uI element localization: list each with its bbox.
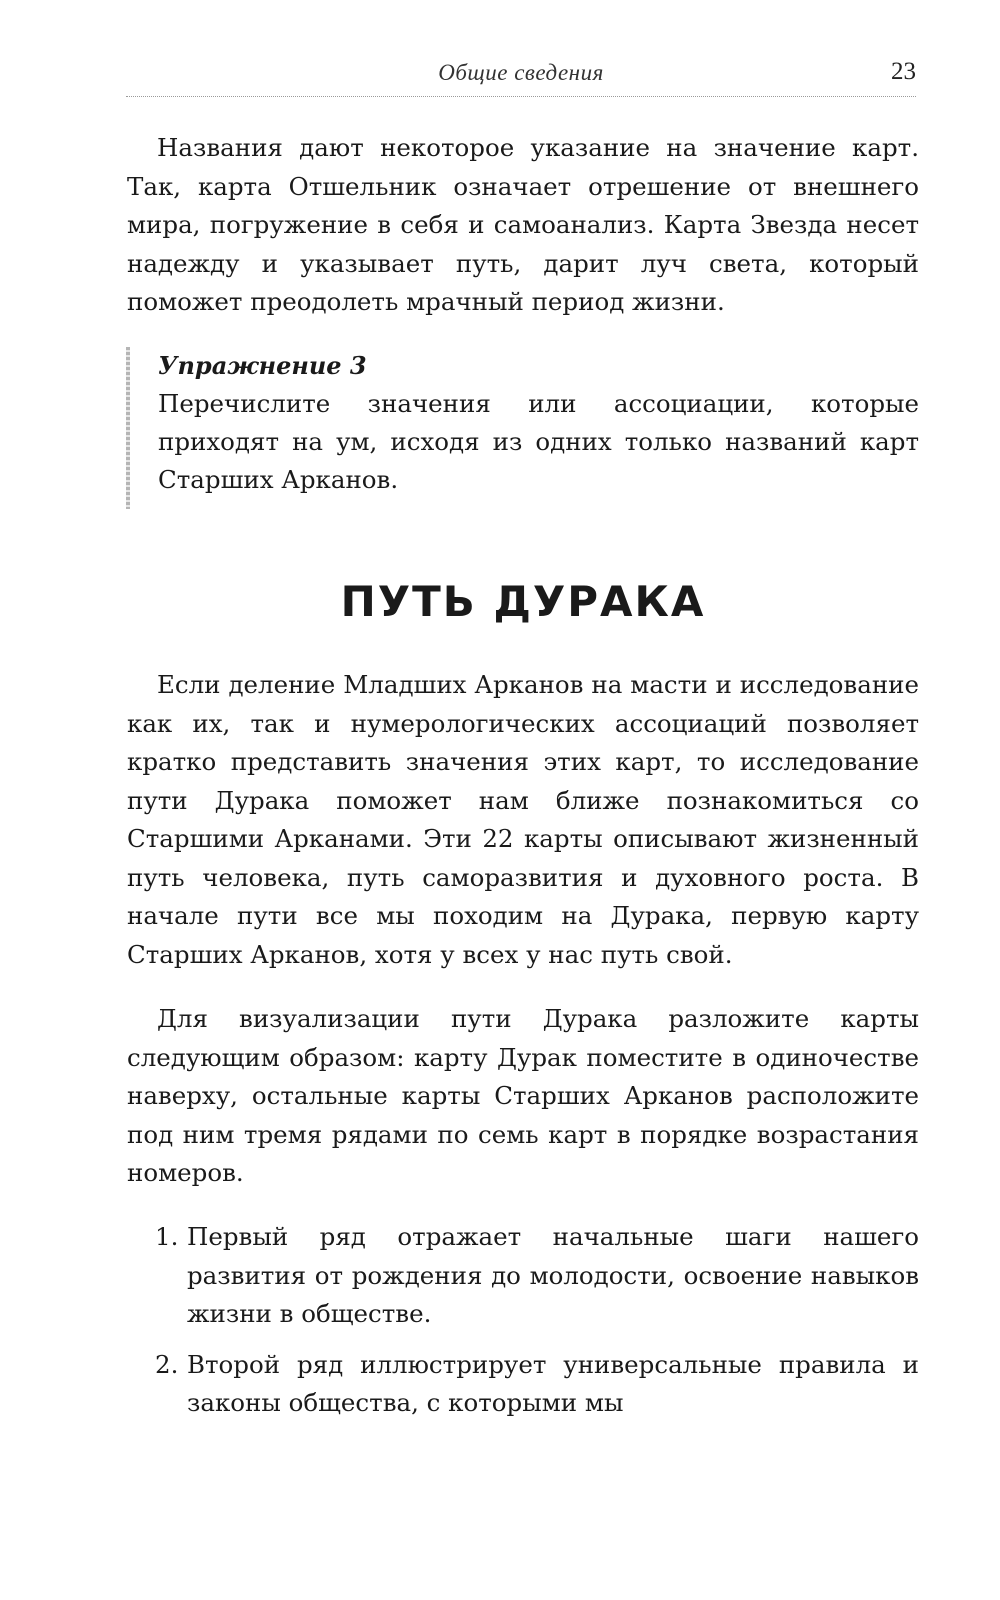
exercise-text: Перечислите значения или ассоциации, которые приходят на ум, исходя из одних только названий карт Старших Арканов. — [158, 389, 919, 494]
section-paragraph: Если деление Младших Арканов на масти и исследование как их, так и нумерологических ассоциаций позволяет кратко представить значения этих карт, то исследование пути Дурака поможет нам ближе познакомиться со Старшими Арканами. Эти 22 карты описывают жизненный путь человека, путь саморазвития и духовного роста. В начале пути все мы походим на Дурака, первую карту Старших Арканов, хотя у всех у нас путь свой. — [127, 670, 919, 969]
section-heading: ПУТЬ ДУРАКА — [340, 577, 706, 626]
list-item — [127, 1346, 919, 1423]
page-number: 23 — [891, 58, 916, 85]
exercise-box — [126, 345, 919, 515]
exercise-title: Упражнение 3 — [158, 351, 367, 380]
running-head-title: Общие сведения — [438, 60, 604, 85]
list-item-number: 1. — [155, 1222, 179, 1251]
list-item-text: Первый ряд отражает начальные шаги нашего развития от рождения до молодости, освоение навыков жизни в обществе. — [187, 1222, 919, 1328]
section-paragraph: Для визуализации пути Дурака разложите карты следующим образом: карту Дурак поместите в одиночестве наверху, остальные карты Старших Арканов расположите под ним тремя рядами по семь карт в порядке возрастания номеров. — [127, 1004, 919, 1187]
exercise-margin-rule — [126, 347, 130, 509]
list-item-text: Второй ряд иллюстрирует универсальные правила и законы общества, с которыми мы — [187, 1349, 919, 1417]
list-item — [127, 1218, 919, 1334]
list-item-number: 2. — [155, 1349, 179, 1379]
intro-paragraph: Названия дают некоторое указание на значение карт. Так, карта Отшельник означает отрешение от внешнего мира, погружение в себя и самоанализ. Карта Звезда несет надежду и указывает путь, дарит луч света, который поможет преодолеть мрачный период жизни. — [127, 133, 919, 316]
running-head — [126, 56, 916, 97]
numbered-list — [127, 1218, 919, 1435]
